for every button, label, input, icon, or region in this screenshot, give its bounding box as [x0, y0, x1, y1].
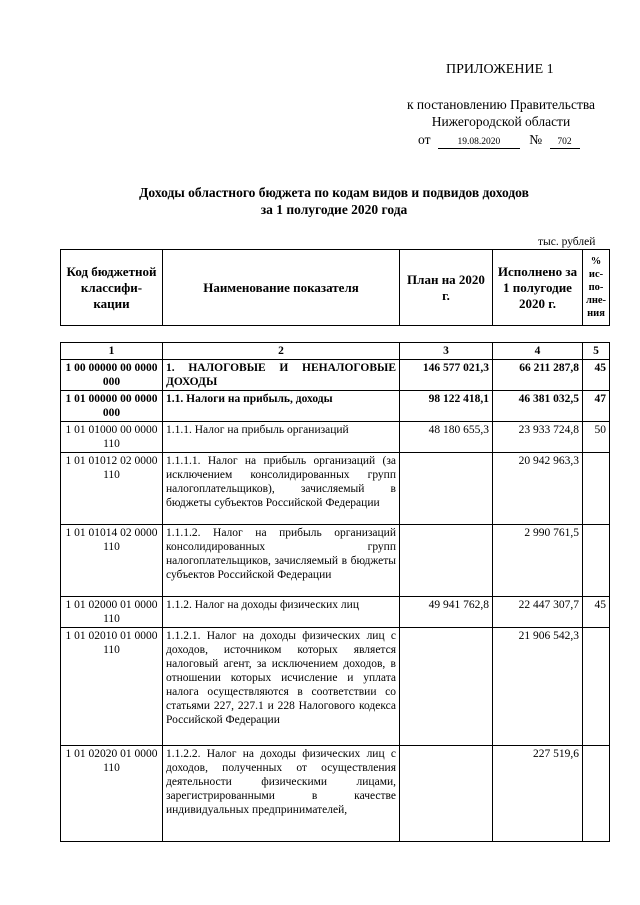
table-header — [60, 249, 610, 326]
row-plan — [400, 525, 493, 597]
header-plan: План на 2020 г. — [400, 250, 493, 326]
row-done: 23 933 724,8 — [493, 422, 583, 453]
row-code: 1 01 02020 01 0000 110 — [61, 746, 163, 842]
row-done: 21 906 542,3 — [493, 628, 583, 746]
table-row — [61, 746, 610, 842]
row-name: 1.1.1.2. Налог на прибыль организаций консолидированных групп налогоплательщиков, зачисляемый в бюджеты субъектов Российской Федерации — [163, 525, 400, 597]
row-done: 46 381 032,5 — [493, 391, 583, 422]
row-name: 1.1. Налоги на прибыль, доходы — [163, 391, 400, 422]
row-plan — [400, 453, 493, 525]
row-percent — [583, 628, 610, 746]
table-row — [61, 597, 610, 628]
table-row — [61, 628, 610, 746]
col-number-3: 3 — [400, 343, 493, 360]
row-done: 20 942 963,3 — [493, 453, 583, 525]
income-table — [60, 342, 610, 842]
col-number-5: 5 — [583, 343, 610, 360]
title-line-1: Доходы областного бюджета по кодам видов и подвидов доходов — [139, 185, 529, 200]
col-number-4: 4 — [493, 343, 583, 360]
row-name: 1.1.1.1. Налог на прибыль организаций (за исключением консолидированных групп налогоплательщиков), зачисляемый в бюджеты субъектов Российской Федерации — [163, 453, 400, 525]
row-plan: 98 122 418,1 — [400, 391, 493, 422]
row-plan — [400, 628, 493, 746]
row-name: 1.1.1. Налог на прибыль организаций — [163, 422, 400, 453]
units-label: тыс. рублей — [538, 236, 596, 248]
table-row — [61, 391, 610, 422]
col-number-2: 2 — [163, 343, 400, 360]
row-name: 1.1.2.2. Налог на доходы физических лиц с доходов, полученных от осуществления деятельности физическими лицами, зарегистрированными в качестве индивидуальных предпринимателей, — [163, 746, 400, 842]
row-code: 1 01 01000 00 0000 110 — [61, 422, 163, 453]
decree-date: 19.08.2020 — [438, 136, 520, 149]
col-number-1: 1 — [61, 343, 163, 360]
decree-date-line — [418, 132, 580, 149]
row-percent: 47 — [583, 391, 610, 422]
header-percent: % ис-по-лне-ния — [583, 250, 610, 326]
header-done: Исполнено за 1 полугодие 2020 г. — [493, 250, 583, 326]
header-name: Наименование показателя — [163, 250, 400, 326]
row-percent — [583, 746, 610, 842]
number-sign: № — [529, 132, 543, 147]
row-plan: 146 577 021,3 — [400, 360, 493, 391]
row-done: 66 211 287,8 — [493, 360, 583, 391]
row-done: 2 990 761,5 — [493, 525, 583, 597]
row-code: 1 01 02010 01 0000 110 — [61, 628, 163, 746]
row-plan: 48 180 655,3 — [400, 422, 493, 453]
appendix-label: ПРИЛОЖЕНИЕ 1 — [446, 62, 554, 77]
table-row — [61, 360, 610, 391]
table-row — [61, 422, 610, 453]
row-percent — [583, 525, 610, 597]
row-name: 1.1.2.1. Налог на доходы физических лиц с доходов, источником которых является налоговый агент, за исключением доходов, в отношении которых исчисление и уплата налога осуществляются в соответствии со статьями 227, 227.1 и 228 Налогового кодекса Российской Федерации — [163, 628, 400, 746]
row-done: 22 447 307,7 — [493, 597, 583, 628]
row-done: 227 519,6 — [493, 746, 583, 842]
row-code: 1 00 00000 00 0000 000 — [61, 360, 163, 391]
decree-reference — [386, 96, 616, 130]
document-title — [60, 184, 608, 218]
title-line-2: за 1 полугодие 2020 года — [260, 202, 408, 217]
row-percent: 45 — [583, 597, 610, 628]
header-code: Код бюджетной классифи-кации — [61, 250, 163, 326]
row-name: 1. НАЛОГОВЫЕ И НЕНАЛОГОВЫЕ ДОХОДЫ — [163, 360, 400, 391]
row-code: 1 01 02000 01 0000 110 — [61, 597, 163, 628]
row-plan: 49 941 762,8 — [400, 597, 493, 628]
row-code: 1 01 01012 02 0000 110 — [61, 453, 163, 525]
date-prefix: от — [418, 132, 431, 147]
row-code: 1 01 01014 02 0000 110 — [61, 525, 163, 597]
row-name: 1.1.2. Налог на доходы физических лиц — [163, 597, 400, 628]
row-percent: 45 — [583, 360, 610, 391]
decree-line-2: Нижегородской области — [431, 114, 571, 129]
row-code: 1 01 00000 00 0000 000 — [61, 391, 163, 422]
decree-number: 702 — [550, 136, 580, 149]
row-plan — [400, 746, 493, 842]
decree-line-1: к постановлению Правительства — [406, 97, 596, 112]
row-percent: 50 — [583, 422, 610, 453]
table-row — [61, 525, 610, 597]
column-numbers-row — [61, 343, 610, 360]
table-row — [61, 453, 610, 525]
row-percent — [583, 453, 610, 525]
